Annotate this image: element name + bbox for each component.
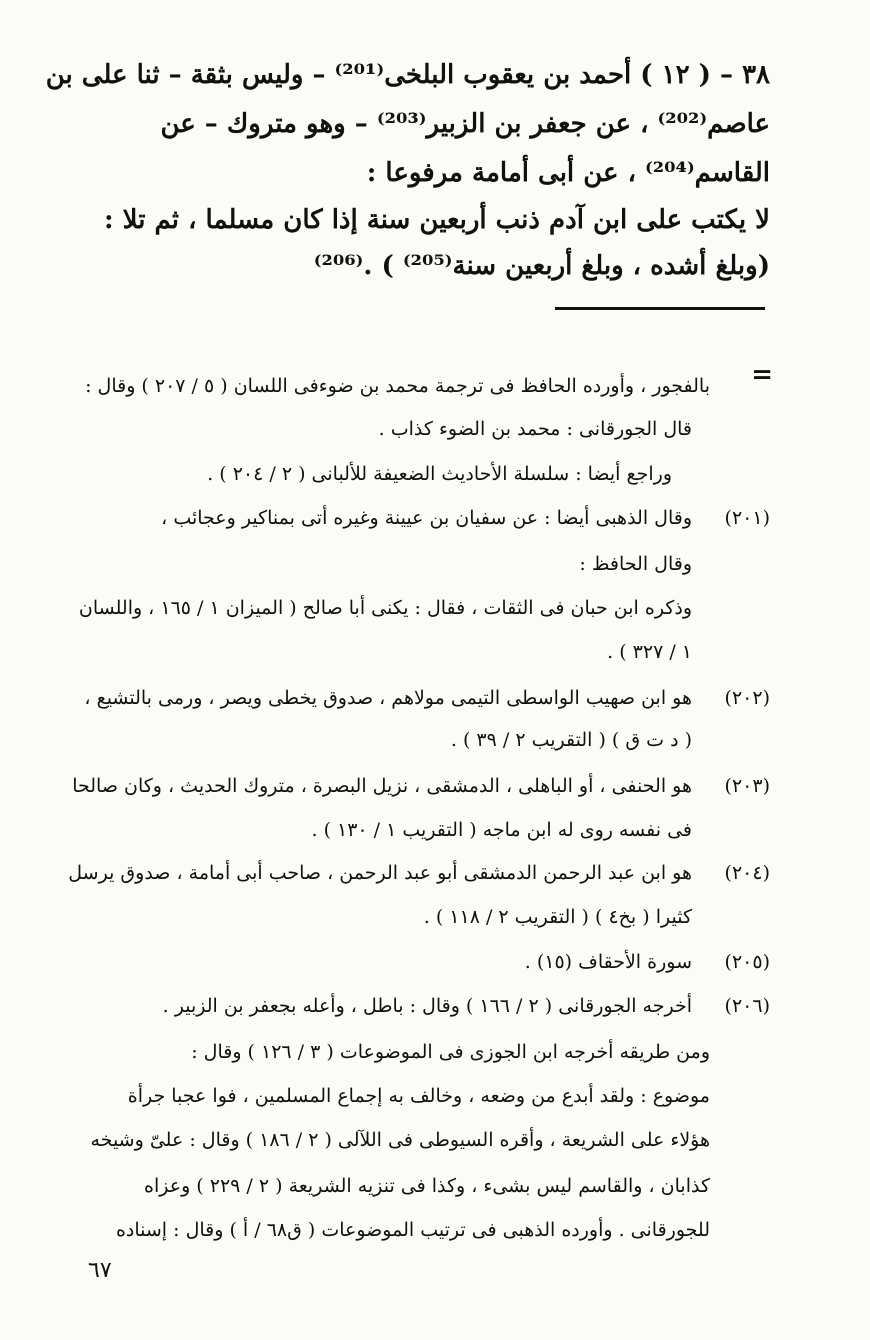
footnote-line: فى نفسه روى له ابن ماجه ( التقريب ١ / ١٣٠ ) . [311, 819, 692, 841]
footnote-separator [555, 307, 765, 310]
footnote-line: سورة الأحقاف (١٥) . [524, 951, 692, 973]
footnote-line: قال الجورقانى : محمد بن الضوء كذاب . [378, 418, 692, 440]
footnote-number: (٢٠١) [724, 507, 770, 529]
footnote-line: ١ / ٣٢٧ ) . [607, 641, 692, 663]
footnote-line: ( د ت ق ) ( التقريب ٢ / ٣٩ ) . [450, 729, 692, 751]
main-line: لا يكتب على ابن آدم ذنب أربعين سنة إذا كان مسلما ، ثم تلا : [104, 205, 770, 235]
footnote-line: وراجع أيضا : سلسلة الأحاديث الضعيفة للألبانى ( ٢ / ٢٠٤ ) . [207, 463, 672, 485]
footnote-line: موضوع : ولقد أبدع من وضعه ، وخالف به إجماع المسلمين ، فوا عجبا جرأة [127, 1085, 710, 1107]
footnote-line: هؤلاء على الشريعة ، وأقره السيوطى فى اللآلى ( ٢ / ١٨٦ ) وقال : علىّ وشيخه [90, 1129, 710, 1151]
footnote-line: كذابان ، والقاسم ليس بشىء ، وكذا فى تنزيه الشريعة ( ٢ / ٢٢٩ ) وعزاه [144, 1175, 710, 1197]
footnote-line: هو الحنفى ، أو الباهلى ، الدمشقى ، نزيل البصرة ، متروك الحديث ، وكان صالحا [72, 775, 692, 797]
footnote-line: هو ابن عبد الرحمن الدمشقى أبو عبد الرحمن ، صاحب أبى أمامة ، صدوق يرسل [68, 862, 692, 884]
footnote-number: (٢٠٥) [724, 951, 770, 973]
footnote-line: هو ابن صهيب الواسطى التيمى مولاهم ، صدوق يخطى ويصر ، ورمى بالتشيع ، [84, 687, 692, 709]
main-line: (وبلغ أشده ، وبلغ أربعين سنة⁽²⁰⁵⁾ ) .⁽²⁰⁶⁾ [313, 251, 770, 281]
page-number: ٦٧ [88, 1258, 112, 1283]
footnote-line: ومن طريقه أخرجه ابن الجوزى فى الموضوعات ( ٣ / ١٢٦ ) وقال : [191, 1041, 710, 1063]
footnote-line: وذكره ابن حبان فى الثقات ، فقال : يكنى أبا صالح ( الميزان ١ / ١٦٥ ، واللسان [78, 597, 692, 619]
footnote-number: (٢٠٤) [724, 862, 770, 884]
footnote-line: أخرجه الجورقانى ( ٢ / ١٦٦ ) وقال : باطل ، وأعله بجعفر بن الزبير . [162, 995, 692, 1017]
footnote-line: للجورقانى . وأورده الذهبى فى ترتيب الموضوعات ( ق٦٨ / أ ) وقال : إسناده [115, 1219, 710, 1241]
footnote-line: كثيرا ( بخ٤ ) ( التقريب ٢ / ١١٨ ) . [423, 906, 692, 928]
footnote-number: (٢٠٣) [724, 775, 770, 797]
footnote-line: بالفجور ، وأورده الحافظ فى ترجمة محمد بن ضوءفى اللسان ( ٥ / ٢٠٧ ) وقال : [85, 375, 710, 397]
footnote-number: (٢٠٢) [724, 687, 770, 709]
footnote-line: وقال الذهبى أيضا : عن سفيان بن عيينة وغيره أتى بمناكير وعجائب ، [161, 507, 692, 529]
main-line: القاسم⁽²⁰⁴⁾ ، عن أبى أمامة مرفوعا : [366, 158, 770, 188]
continuation-mark: = [751, 360, 773, 390]
footnote-number: (٢٠٦) [724, 995, 770, 1017]
main-line: عاصم⁽²⁰²⁾ ، عن جعفر بن الزبير⁽²⁰³⁾ – وهو متروك – عن [160, 109, 770, 139]
main-line: ٣٨ – ( ١٢ ) أحمد بن يعقوب البلخى⁽²⁰¹⁾ – وليس بثقة – ثنا على بن [45, 60, 770, 90]
footnote-line: وقال الحافظ : [579, 553, 692, 575]
